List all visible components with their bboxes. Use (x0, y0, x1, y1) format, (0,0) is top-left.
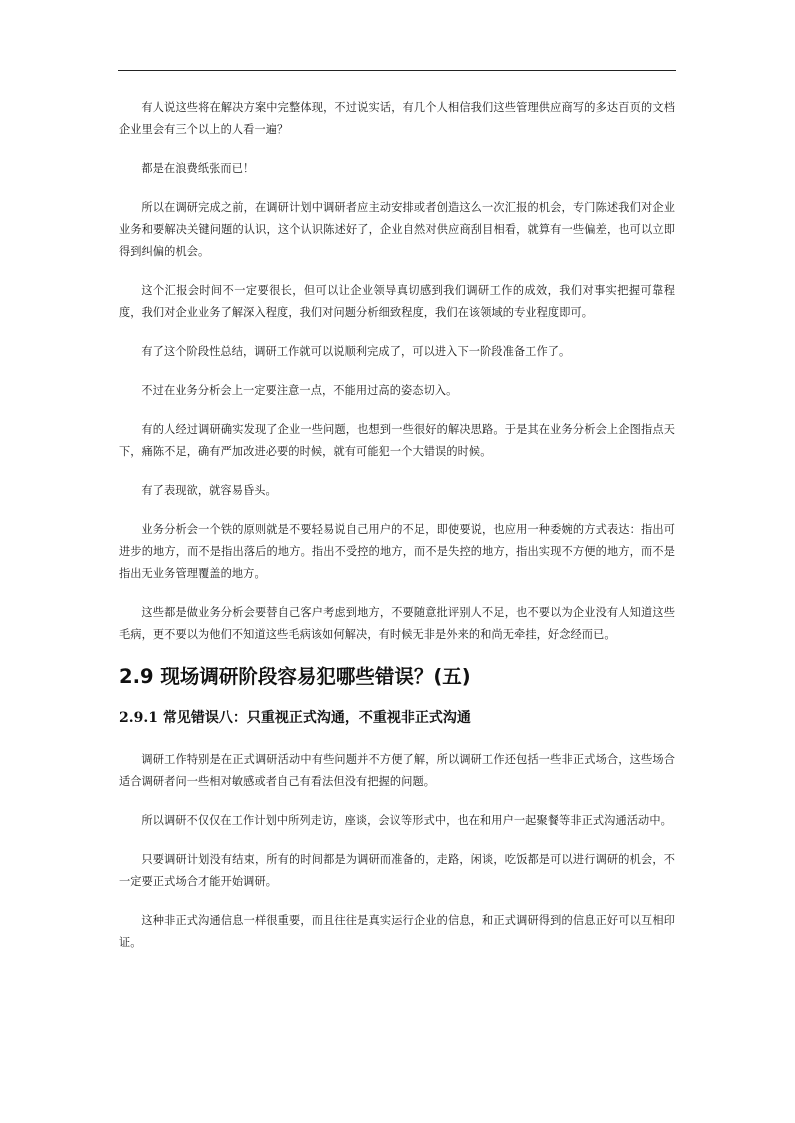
paragraph: 所以在调研完成之前，在调研计划中调研者应主动安排或者创造这么一次汇报的机会，专门陈述我们对企业业务和要解决关键问题的认识，这个认识陈述好了，企业自然对供应商刮目相看，就算有一些偏差，也可以立即得到纠偏的机会。 (119, 201, 675, 258)
subsection-heading: 2.9.1 常见错误八：只重视正式沟通，不重视非正式沟通 (119, 710, 471, 726)
paragraph: 不过在业务分析会上一定要注意一点，不能用过高的姿态切入。 (141, 384, 458, 397)
paragraph: 有了表现欲，就容易昏头。 (141, 484, 277, 497)
paragraph: 这些都是做业务分析会要替自己客户考虑到地方，不要随意批评别人不足，也不要以为企业没有人知道这些毛病，更不要以为他们不知道这些毛病该如何解决，有时候无非是外来的和尚无牵挂，好念经而已。 (119, 606, 675, 641)
paragraph: 所以调研不仅仅在工作计划中所列走访，座谈，会议等形式中，也在和用户一起聚餐等非正式沟通活动中。 (141, 814, 672, 827)
paragraph: 有的人经过调研确实发现了企业一些问题，也想到一些很好的解决思路。于是其在业务分析会上企图指点天下，痛陈不足，确有严加改进必要的时候，就有可能犯一个大错误的时候。 (119, 423, 675, 458)
paragraph: 有了这个阶段性总结，调研工作就可以说顺利完成了，可以进入下一阶段准备工作了。 (141, 345, 571, 358)
section-heading: 2.9 现场调研阶段容易犯哪些错误？(五) (119, 665, 471, 688)
header-rule (118, 70, 676, 71)
paragraph: 这种非正式沟通信息一样很重要，而且往往是真实运行企业的信息，和正式调研得到的信息正好可以互相印证。 (119, 914, 675, 949)
paragraph: 调研工作特别是在正式调研活动中有些问题并不方便了解，所以调研工作还包括一些非正式场合，这些场合适合调研者问一些相对敏感或者自己有看法但没有把握的问题。 (119, 753, 675, 788)
document-body (119, 97, 675, 1002)
paragraph: 有人说这些将在解决方案中完整体现，不过说实话，有几个人相信我们这些管理供应商写的多达百页的文档企业里会有三个以上的人看一遍？ (119, 101, 675, 136)
paragraph: 业务分析会一个铁的原则就是不要轻易说自己用户的不足，即使要说，也应用一种委婉的方式表达：指出可进步的地方，而不是指出落后的地方。指出不受控的地方，而不是失控的地方，指出实现不方便的地方，而不是指出无业务管理覆盖的地方。 (119, 523, 675, 580)
paragraph: 只要调研计划没有结束，所有的时间都是为调研而准备的，走路，闲谈，吃饭都是可以进行调研的机会，不一定要正式场合才能开始调研。 (119, 853, 675, 888)
paragraph: 这个汇报会时间不一定要很长，但可以让企业领导真切感到我们调研工作的成效，我们对事实把握可靠程度，我们对企业业务了解深入程度，我们对问题分析细致程度，我们在该领域的专业程度即可。 (119, 284, 675, 319)
paragraph: 都是在浪费纸张而已！ (141, 162, 255, 175)
